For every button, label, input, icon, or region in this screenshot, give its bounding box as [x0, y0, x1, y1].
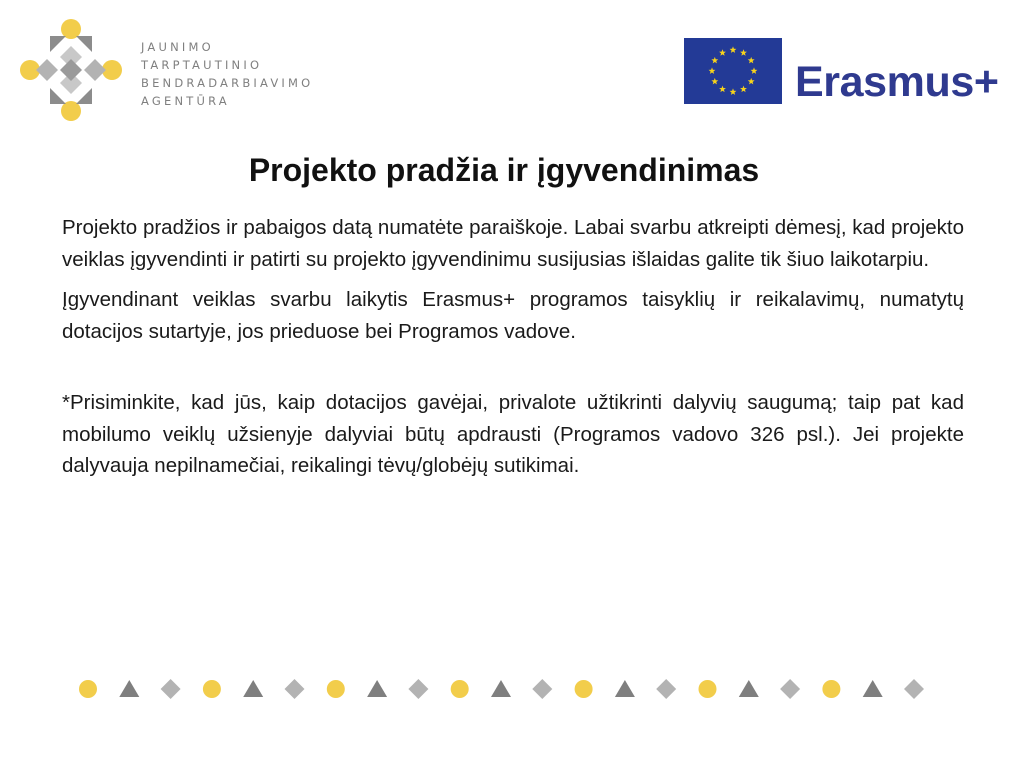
footer-diamond-icon: [532, 679, 552, 699]
footer-circle-icon: [327, 680, 345, 698]
agency-name-line: JAUNIMO: [141, 40, 214, 54]
footer-circle-icon: [203, 680, 221, 698]
footer-triangle-icon: [119, 680, 139, 697]
slide-title: Projekto pradžia ir įgyvendinimas: [248, 152, 760, 188]
footer-triangle-icon: [367, 680, 387, 697]
footer-decorative-pattern: [76, 676, 936, 702]
footer-triangle-icon: [863, 680, 883, 697]
footer-circle-icon: [451, 680, 469, 698]
eu-flag-icon: [684, 38, 782, 104]
footer-triangle-icon: [243, 680, 263, 697]
footer-diamond-icon: [161, 679, 181, 699]
note-paragraph: *Prisiminkite, kad jūs, kaip dotacijos gavėjai, privalote užtikrinti dalyvių saugumą; taip pat kad mobilumo veiklų užsienyje dalyviai būtų apdrausti (Programos vadovo 326 psl.). Jei projekte dalyvauja nepilnamečiai, reikalingi tėvų/globėjų sutikimai.: [62, 391, 964, 477]
erasmus-plus-logo: [684, 38, 1014, 110]
footer-diamond-icon: [904, 679, 924, 699]
erasmus-wordmark: Erasmus+: [795, 58, 999, 106]
footer-diamond-icon: [780, 679, 800, 699]
footer-circle-icon: [79, 680, 97, 698]
slide-body: [62, 212, 964, 491]
footer-triangle-icon: [491, 680, 511, 697]
footer-diamond-icon: [408, 679, 428, 699]
footer-circle-icon: [822, 680, 840, 698]
footer-diamond-icon: [285, 679, 305, 699]
footer-triangle-icon: [615, 680, 635, 697]
footer-triangle-icon: [739, 680, 759, 697]
footer-diamond-icon: [656, 679, 676, 699]
body-paragraph: Projekto pradžios ir pabaigos datą numatėte paraiškoje. Labai svarbu atkreipti dėmesį, kad projekto veiklas įgyvendinti ir patirti su projekto įgyvendinimu susijusias išlaidas galite tik šiuo laikotarpiu.: [62, 216, 964, 271]
agency-name-line: BENDRADARBIAVIMO: [141, 76, 314, 90]
agency-diamond-logo-icon: [16, 16, 126, 126]
body-paragraph: Įgyvendinant veiklas svarbu laikytis Erasmus+ programos taisyklių ir reikalavimų, numatytų dotacijos sutartyje, jos prieduose bei Programos vadove.: [62, 288, 964, 343]
agency-name-line: AGENTŪRA: [141, 94, 230, 108]
footer-circle-icon: [699, 680, 717, 698]
footer-circle-icon: [575, 680, 593, 698]
agency-logo: [16, 16, 316, 126]
agency-name-line: TARPTAUTINIO: [141, 58, 263, 72]
agency-name: [141, 38, 313, 110]
